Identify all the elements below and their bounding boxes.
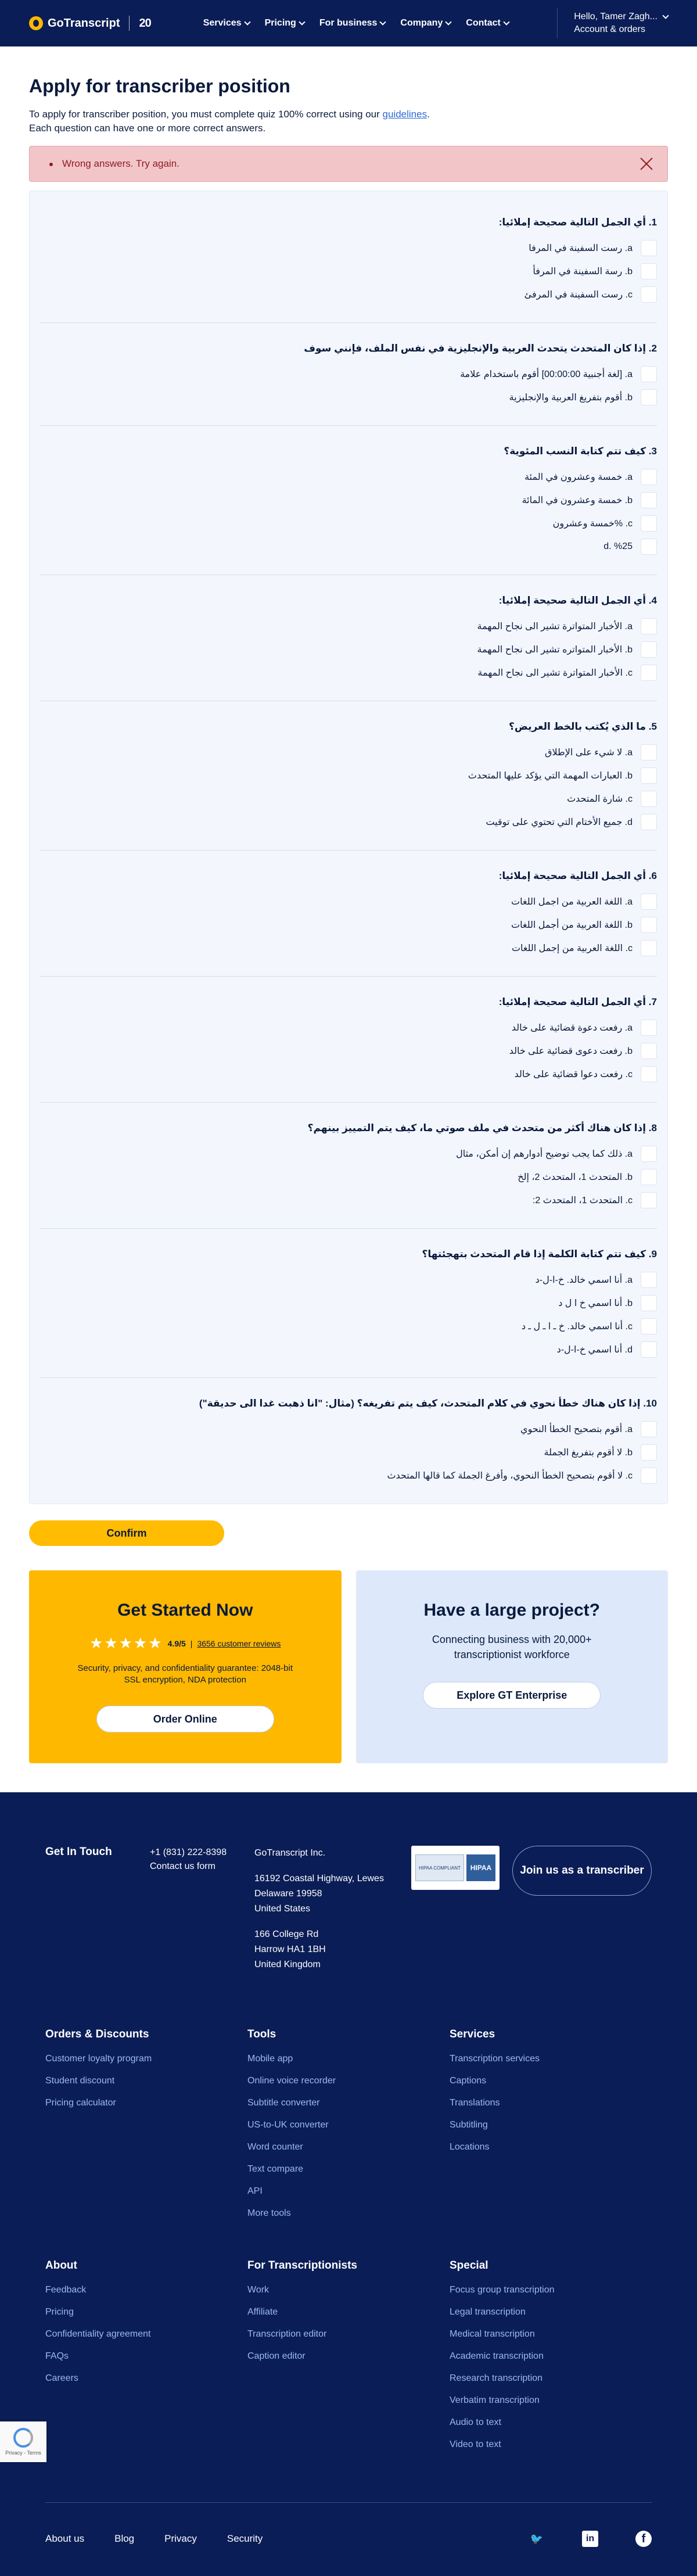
answer-option[interactable] <box>40 489 657 512</box>
answer-option[interactable] <box>40 1338 657 1361</box>
footer-link[interactable]: Transcription services <box>450 2054 540 2064</box>
answer-label: a. اللغة العربية من اجمل اللغات <box>511 897 633 907</box>
reviews-link[interactable]: 3656 customer reviews <box>197 1638 281 1648</box>
answer-option[interactable] <box>40 615 657 638</box>
answer-option[interactable] <box>40 890 657 913</box>
main-nav <box>203 18 509 28</box>
answer-option[interactable] <box>40 1315 657 1338</box>
answer-option[interactable] <box>40 1418 657 1441</box>
answer-label: b. أقوم بتفريغ العربية والإنجليزية <box>509 393 633 403</box>
enterprise-text: Connecting business with 20,000+ transcriptionist workforce <box>432 1634 592 1660</box>
answer-checkbox[interactable] <box>641 1421 657 1437</box>
answer-option[interactable] <box>40 260 657 283</box>
answer-label: c. أنا اسمي خالد. خ ـ ا ـ ل ـ د <box>521 1322 633 1332</box>
logo-icon <box>29 16 43 30</box>
footer-link[interactable]: Research transcription <box>450 2373 543 2383</box>
twitter-icon[interactable]: 🐦 <box>530 2532 544 2545</box>
footer-link[interactable]: Subtitling <box>450 2120 488 2130</box>
chevron-down-icon <box>299 19 305 25</box>
get-in-touch-heading: Get In Touch <box>45 1846 112 1858</box>
footer-link[interactable]: Confidentiality agreement <box>45 2329 151 2339</box>
footer-link[interactable]: Careers <box>45 2373 78 2383</box>
answer-checkbox[interactable] <box>641 814 657 830</box>
page-title: Apply for transcriber position <box>29 76 290 96</box>
quiz-question <box>40 197 657 323</box>
answer-label: c. رفعت دعوا قضائية على خالد <box>514 1070 633 1079</box>
footer-column-title: For Transcriptionists <box>247 2259 357 2272</box>
blog-link[interactable]: Blog <box>114 2533 135 2544</box>
question-title: 5. ما الذي يُكتب بالخط العريض؟ <box>509 721 657 732</box>
question-title: 9. كيف تتم كتابة الكلمة إذا قام المتحدث بتهجئتها؟ <box>422 1248 657 1260</box>
answer-label: a. رفعت دعوة قضائية على خالد <box>511 1023 633 1033</box>
cta-cards <box>29 1570 668 1763</box>
answer-label: a. [لغة أجنبية 00:00:00] أقوم باستخدام علامة <box>460 369 633 379</box>
question-title: 4. أي الجمل التالية صحيحة إملائيا: <box>498 595 657 606</box>
answer-label: b. خمسة وعشرون في المائة <box>522 496 633 505</box>
intro-text: To apply for transcriber position, you must complete quiz 100% correct using our guidelines. Each question can have one or more correct answers. <box>29 109 430 134</box>
answer-label: c. رست السفينة في المرفئ <box>524 290 633 300</box>
hipaa-badge: HIPAA COMPLIANT HIPAA <box>411 1846 500 1890</box>
chevron-down-icon <box>445 19 452 25</box>
quiz-question <box>40 323 657 426</box>
nav-services[interactable]: Services <box>203 18 250 28</box>
footer-link[interactable]: Caption editor <box>247 2351 306 2361</box>
answer-option[interactable] <box>40 787 657 810</box>
question-title: 7. أي الجمل التالية صحيحة إملائيا: <box>498 996 657 1007</box>
footer-link[interactable]: Focus group transcription <box>450 2285 555 2295</box>
explore-enterprise-button[interactable]: Explore GT Enterprise <box>423 1682 601 1709</box>
logo-divider <box>129 16 130 31</box>
answer-checkbox[interactable] <box>641 515 657 532</box>
footer-column <box>247 2259 450 2456</box>
footer-link[interactable]: Academic transcription <box>450 2351 544 2361</box>
footer-column-title: Special <box>450 2259 488 2272</box>
footer-link[interactable]: Audio to text <box>450 2417 501 2427</box>
answer-checkbox[interactable] <box>641 744 657 760</box>
answer-label: a. لا شيء على الإطلاق <box>545 748 633 758</box>
footer-link[interactable]: Text compare <box>247 2164 304 2174</box>
question-title: 3. كيف تتم كتابة النسب المئوية؟ <box>504 446 657 457</box>
site-footer <box>0 1792 697 2576</box>
footer-column <box>45 2259 247 2456</box>
footer-link[interactable]: Word counter <box>247 2142 303 2152</box>
recaptcha-icon <box>13 2428 33 2448</box>
logo[interactable] <box>29 16 151 31</box>
answer-checkbox[interactable] <box>641 1318 657 1334</box>
security-link[interactable]: Security <box>227 2533 263 2544</box>
answer-option[interactable] <box>40 764 657 787</box>
footer-bottom <box>45 2502 652 2576</box>
nav-company[interactable]: Company <box>400 18 451 28</box>
facebook-icon[interactable]: f <box>635 2531 652 2547</box>
answer-option[interactable] <box>40 741 657 764</box>
answer-checkbox[interactable] <box>641 1192 657 1208</box>
footer-link[interactable]: Work <box>247 2285 270 2295</box>
footer-link[interactable]: US-to-UK converter <box>247 2120 329 2130</box>
footer-column-title: About <box>45 2259 77 2272</box>
question-title: 2. إذا كان المتحدث يتحدث العربية والإنجليزية في نفس الملف، فإنني سوف <box>304 343 657 354</box>
footer-link[interactable]: Customer loyalty program <box>45 2054 152 2064</box>
footer-link[interactable]: Feedback <box>45 2285 87 2295</box>
quiz-question <box>40 1103 657 1229</box>
answer-checkbox[interactable] <box>641 1066 657 1082</box>
footer-links-row-2 <box>45 2259 652 2456</box>
about-us-link[interactable]: About us <box>45 2533 85 2544</box>
answer-checkbox[interactable] <box>641 469 657 485</box>
footer-column <box>247 2028 450 2225</box>
footer-column <box>45 2028 247 2225</box>
quiz-question <box>40 851 657 977</box>
answer-label: b. رفعت دعوى قضائية على خالد <box>509 1046 633 1056</box>
recaptcha-badge[interactable]: Privacy - Terms <box>0 2421 46 2462</box>
footer-link[interactable]: Medical transcription <box>450 2329 535 2339</box>
privacy-link[interactable]: Privacy <box>164 2533 197 2544</box>
footer-link[interactable]: More tools <box>247 2208 291 2218</box>
answer-label: b. لا أقوم بتفريغ الجملة <box>544 1448 633 1458</box>
footer-link[interactable]: Student discount <box>45 2076 115 2086</box>
quiz-question <box>40 426 657 575</box>
answer-checkbox[interactable] <box>641 1444 657 1461</box>
answer-label: d. جميع الأختام التي تحتوي على توقيت <box>486 817 633 827</box>
answer-label: a. ذلك كما يجب توضيح أدوارهم إن أمكن، مثال <box>456 1149 633 1159</box>
answer-label: d. أنا اسمي خ-ا-ل-د <box>556 1345 633 1355</box>
enterprise-card <box>356 1570 669 1763</box>
answer-checkbox[interactable] <box>641 240 657 256</box>
answer-option[interactable] <box>40 937 657 960</box>
answer-checkbox[interactable] <box>641 1169 657 1185</box>
answer-label: d. %25 <box>603 541 633 551</box>
quiz-question <box>40 977 657 1103</box>
quiz-question <box>40 1378 657 1504</box>
answer-checkbox[interactable] <box>641 389 657 406</box>
answer-option[interactable] <box>40 638 657 661</box>
answer-checkbox[interactable] <box>641 1341 657 1358</box>
footer-link[interactable]: Mobile app <box>247 2054 293 2064</box>
chevron-down-icon <box>662 12 669 19</box>
answer-option[interactable] <box>40 1016 657 1039</box>
star-rating-icon: ★★★★★ <box>89 1634 163 1652</box>
answer-label: b. الأخبار المتواتره تشير الى نجاح المهمة <box>477 645 633 655</box>
answer-checkbox[interactable] <box>641 1146 657 1162</box>
answer-label: c. اللغة العربية من إجمل اللغات <box>511 943 633 953</box>
answer-checkbox[interactable] <box>641 1020 657 1036</box>
answer-checkbox[interactable] <box>641 539 657 555</box>
footer-link[interactable]: Legal transcription <box>450 2307 526 2317</box>
question-title: 10. إذا كان هناك خطأ نحوي في كلام المتحدث، كيف يتم تفريغه؟ (مثال: "انا ذهبت غدا الى حديقة") <box>199 1398 657 1409</box>
footer-links-row-1 <box>45 2028 652 2225</box>
footer-column-title: Orders & Discounts <box>45 2028 149 2040</box>
footer-link[interactable]: Locations <box>450 2142 490 2152</box>
question-title: 1. أي الجمل التالية صحيحة إملائيا: <box>498 217 657 228</box>
answer-option[interactable] <box>40 810 657 834</box>
error-alert <box>29 146 668 182</box>
answer-option[interactable] <box>40 363 657 386</box>
answer-checkbox[interactable] <box>641 618 657 634</box>
answer-option[interactable] <box>40 1142 657 1165</box>
answer-option[interactable] <box>40 913 657 937</box>
order-online-button[interactable]: Order Online <box>96 1706 274 1732</box>
footer-link[interactable]: Translations <box>450 2098 500 2108</box>
answer-checkbox[interactable] <box>641 917 657 933</box>
footer-link[interactable]: API <box>247 2186 263 2196</box>
nav-contact[interactable]: Contact <box>466 18 509 28</box>
footer-link[interactable]: Transcription editor <box>247 2329 327 2339</box>
answer-option[interactable] <box>40 512 657 535</box>
quiz-question <box>40 575 657 701</box>
answer-label: a. أقوم بتصحيح الخطأ النحوي <box>520 1425 633 1434</box>
logo-text: GoTranscript <box>48 16 120 30</box>
footer-column <box>450 2259 652 2456</box>
phone-link[interactable]: +1 (831) 222-8398 <box>150 1847 227 1857</box>
answer-option[interactable] <box>40 535 657 558</box>
answer-checkbox[interactable] <box>641 665 657 681</box>
rating-value: 4.9/5 <box>167 1638 186 1648</box>
company-address: GoTranscript Inc. 16192 Coastal Highway, Lewes Delaware 19958 United States 166 College Rd Harrow HA1 1BH United Kingdom <box>254 1848 384 1969</box>
answer-checkbox[interactable] <box>641 1468 657 1484</box>
footer-link[interactable]: Video to text <box>450 2439 501 2449</box>
join-transcriber-button[interactable]: Join us as a transcriber <box>512 1846 652 1896</box>
answer-option[interactable] <box>40 1165 657 1189</box>
answer-checkbox[interactable] <box>641 263 657 279</box>
main-content <box>0 46 697 1763</box>
answer-label: c. %خمسة وعشرون <box>552 519 633 529</box>
chevron-down-icon <box>244 19 250 25</box>
answer-option[interactable] <box>40 1268 657 1291</box>
get-started-title: Get Started Now <box>117 1601 253 1620</box>
site-header <box>0 0 697 46</box>
footer-link[interactable]: FAQs <box>45 2351 69 2361</box>
answer-option[interactable] <box>40 1189 657 1212</box>
account-menu[interactable] <box>557 0 668 46</box>
account-link: Account & orders <box>574 24 645 34</box>
answer-label: c. شارة المتحدث <box>567 794 633 804</box>
answer-option[interactable] <box>40 1441 657 1464</box>
answer-checkbox[interactable] <box>641 1295 657 1311</box>
rating <box>29 1634 342 1652</box>
answer-checkbox[interactable] <box>641 641 657 658</box>
answer-checkbox[interactable] <box>641 940 657 956</box>
confirm-button[interactable]: Confirm <box>29 1520 224 1546</box>
chevron-down-icon <box>503 19 509 25</box>
question-title: 8. إذا كان هناك أكثر من متحدث في ملف صوتي ما، كيف يتم التمييز بينهم؟ <box>307 1122 657 1133</box>
answer-checkbox[interactable] <box>641 791 657 807</box>
quiz-question <box>40 701 657 851</box>
answer-option[interactable] <box>40 465 657 489</box>
question-title: 6. أي الجمل التالية صحيحة إملائيا: <box>498 870 657 881</box>
user-greeting: Hello, Tamer Zagh... <box>574 12 658 21</box>
answer-option[interactable] <box>40 1039 657 1063</box>
answer-option[interactable] <box>40 236 657 260</box>
guidelines-link[interactable]: guidelines <box>382 109 427 120</box>
footer-link[interactable]: Pricing <box>45 2307 74 2317</box>
answer-label: b. أنا اسمي خ ا ل د <box>558 1298 633 1308</box>
answer-label: a. أنا اسمي خالد. خ-ا-ل-د <box>535 1275 633 1285</box>
answer-checkbox[interactable] <box>641 492 657 508</box>
alert-message: Wrong answers. Try again. <box>62 158 179 169</box>
footer-link[interactable]: Online voice recorder <box>247 2076 336 2086</box>
answer-option[interactable] <box>40 1291 657 1315</box>
rating-divider: | <box>190 1638 193 1648</box>
footer-link[interactable]: Pricing calculator <box>45 2098 116 2108</box>
footer-column-title: Tools <box>247 2028 276 2040</box>
answer-label: b. رسة السفينة في المرفأ <box>533 267 633 277</box>
answer-checkbox[interactable] <box>641 1272 657 1288</box>
answer-label: c. المتحدث 1، المتحدث 2: <box>532 1196 633 1206</box>
footer-column-title: Services <box>450 2028 495 2040</box>
answer-option[interactable] <box>40 283 657 306</box>
quiz-panel <box>29 191 668 1504</box>
enterprise-title: Have a large project? <box>423 1601 600 1620</box>
logo-anniversary: 20 <box>139 16 151 30</box>
answer-label: b. العبارات المهمة التي يؤكد عليها المتحدث <box>468 771 633 781</box>
answer-label: b. المتحدث 1، المتحدث 2، إلخ <box>518 1172 633 1182</box>
social-links <box>529 2531 652 2547</box>
contact-form-link[interactable]: Contact us form <box>150 1861 215 1871</box>
chevron-down-icon <box>380 19 386 25</box>
nav-for-business[interactable]: For business <box>319 18 386 28</box>
answer-label: a. رست السفينة في المرفا <box>529 243 633 253</box>
answer-checkbox[interactable] <box>641 1043 657 1059</box>
answer-option[interactable] <box>40 661 657 684</box>
answer-checkbox[interactable] <box>641 894 657 910</box>
answer-checkbox[interactable] <box>641 286 657 303</box>
answer-label: c. لا أقوم بتصحيح الخطأ النحوي، وأفرغ الجملة كما قالها المتحدث <box>387 1471 633 1481</box>
quiz-question <box>40 1229 657 1378</box>
answer-label: c. الأخبار المتواترة تشير الى نجاح المهمة <box>477 668 633 678</box>
answer-option[interactable] <box>40 386 657 409</box>
close-icon[interactable] <box>639 157 653 171</box>
footer-link[interactable]: Captions <box>450 2076 487 2086</box>
footer-link[interactable]: Verbatim transcription <box>450 2395 540 2405</box>
security-text: Security, privacy, and confidentiality guarantee: 2048-bit SSL encryption, NDA protection <box>77 1663 293 1685</box>
answer-checkbox[interactable] <box>641 767 657 784</box>
footer-link[interactable]: Subtitle converter <box>247 2098 320 2108</box>
answer-label: a. الأخبار المتواترة تشير الى نجاح المهمة <box>477 622 633 632</box>
footer-link[interactable]: Affiliate <box>247 2307 278 2317</box>
linkedin-icon[interactable]: in <box>582 2531 598 2547</box>
answer-checkbox[interactable] <box>641 366 657 382</box>
answer-label: b. اللغة العربية من أجمل اللغات <box>511 920 633 930</box>
answer-option[interactable] <box>40 1464 657 1487</box>
footer-column <box>450 2028 652 2225</box>
nav-pricing[interactable]: Pricing <box>265 18 304 28</box>
header-divider <box>557 8 558 38</box>
answer-option[interactable] <box>40 1063 657 1086</box>
answer-label: a. خمسة وعشرون في المئة <box>524 472 633 482</box>
get-started-card <box>29 1570 342 1763</box>
